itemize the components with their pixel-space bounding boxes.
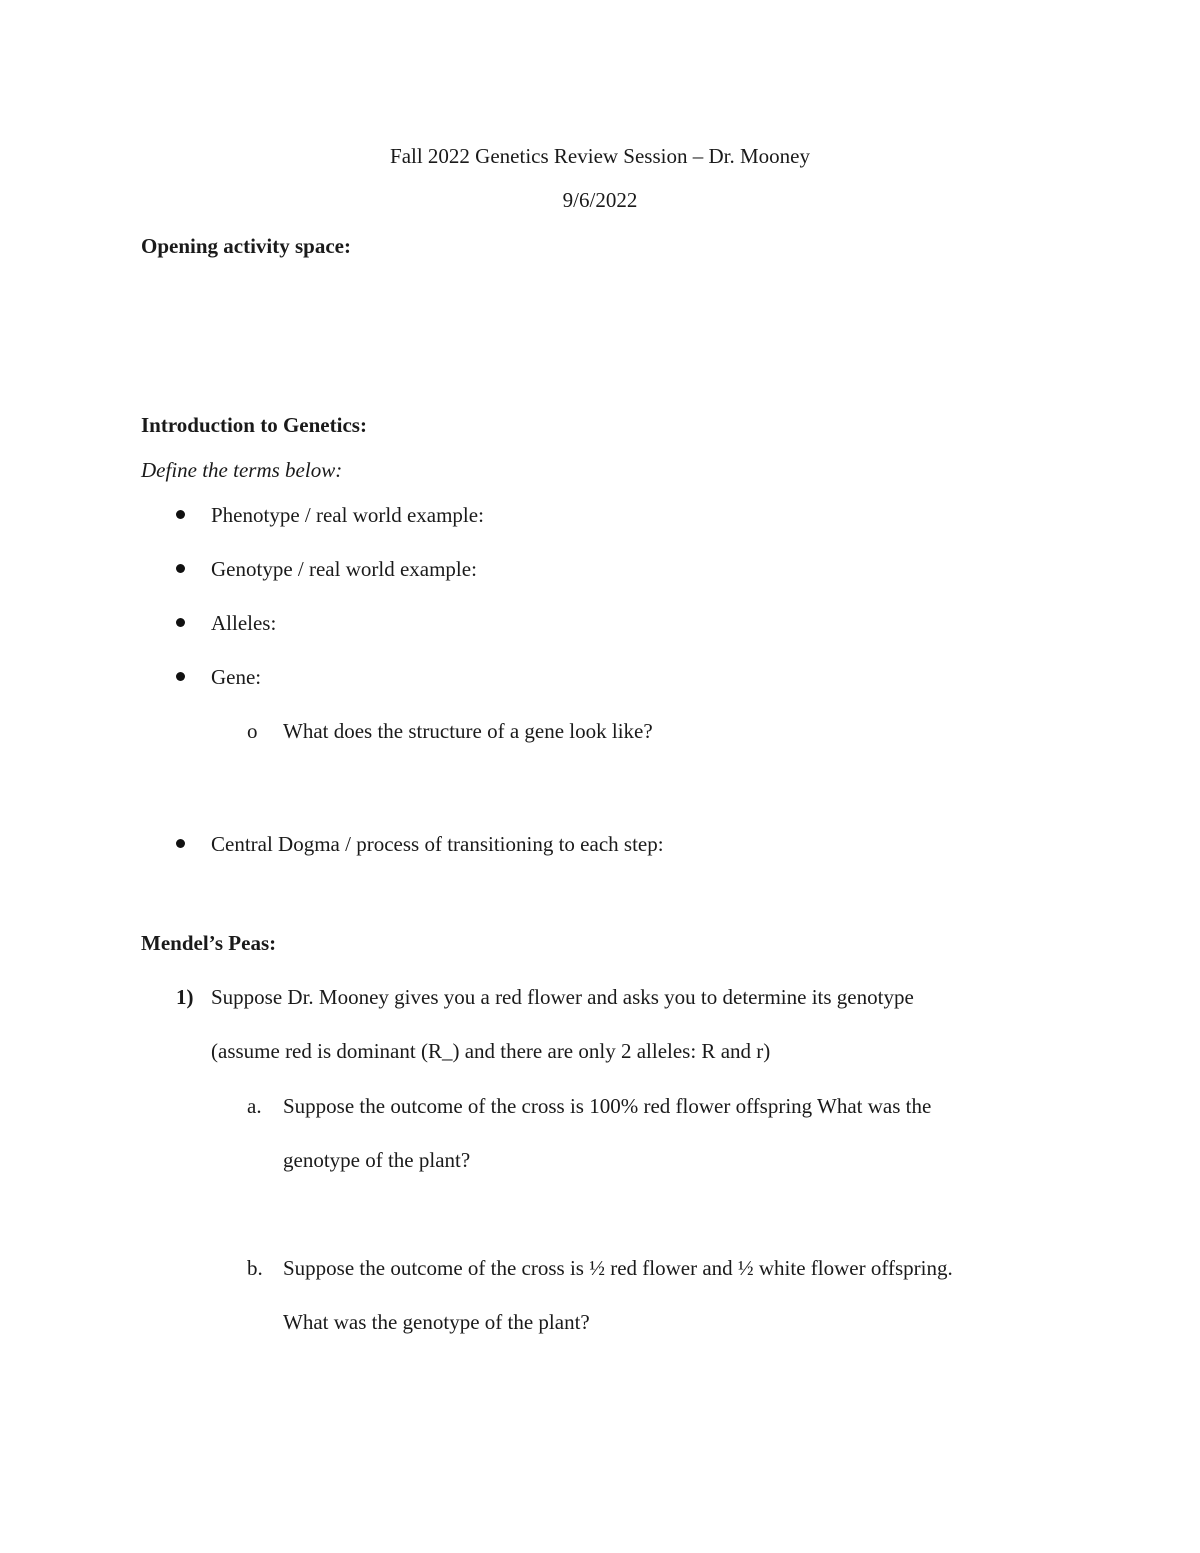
sub-question-marker-a: a.	[247, 1094, 262, 1118]
question-1-line-2: (assume red is dominant (R_) and there are only 2 alleles: R and r)	[211, 1039, 771, 1063]
term-central-dogma: Central Dogma / process of transitioning to each step:	[211, 832, 664, 856]
question-1a-line-2: genotype of the plant?	[283, 1148, 471, 1172]
bullet-icon	[176, 618, 185, 627]
question-1-line-1: Suppose Dr. Mooney gives you a red flower and asks you to determine its genotype	[211, 985, 914, 1009]
bullet-icon	[176, 564, 185, 573]
term-alleles: Alleles:	[211, 611, 277, 635]
question-1b-line-1: Suppose the outcome of the cross is ½ red flower and ½ white flower offspring.	[283, 1256, 953, 1280]
gene-structure-question: What does the structure of a gene look like?	[283, 719, 653, 743]
bullet-icon	[176, 672, 185, 681]
term-gene: Gene:	[211, 665, 262, 689]
question-1a-line-1: Suppose the outcome of the cross is 100% red flower offspring What was the	[283, 1094, 932, 1118]
opening-activity-heading: Opening activity space:	[141, 234, 351, 258]
document-title: Fall 2022 Genetics Review Session – Dr. Mooney	[390, 144, 810, 168]
intro-heading: Introduction to Genetics:	[141, 413, 367, 437]
sub-question-marker-b: b.	[247, 1256, 263, 1280]
intro-instruction: Define the terms below:	[141, 458, 343, 482]
question-number: 1)	[176, 985, 194, 1009]
sub-bullet-marker: o	[247, 719, 258, 743]
bullet-icon	[176, 839, 185, 848]
term-phenotype: Phenotype / real world example:	[211, 503, 484, 527]
bullet-icon	[176, 510, 185, 519]
document-date: 9/6/2022	[562, 188, 638, 212]
term-genotype: Genotype / real world example:	[211, 557, 477, 581]
question-1b-line-2: What was the genotype of the plant?	[283, 1310, 590, 1334]
mendel-heading: Mendel’s Peas:	[141, 931, 277, 955]
